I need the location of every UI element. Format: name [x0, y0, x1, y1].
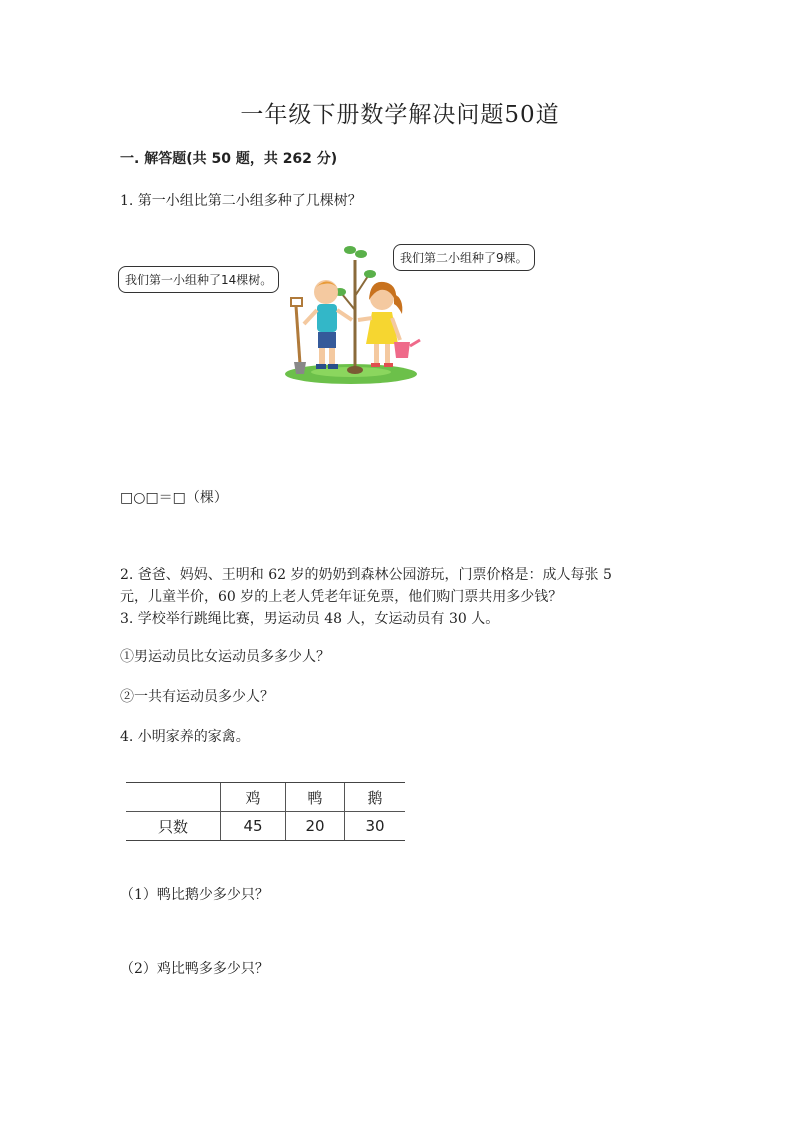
- poultry-table: [126, 782, 405, 841]
- speech-bubble-second-group: 我们第二小组种了9棵。: [393, 244, 535, 271]
- table-cell: 30: [345, 812, 406, 841]
- table-header-row: [126, 783, 405, 812]
- table-cell: 45: [221, 812, 286, 841]
- table-header-cell: 鸡: [221, 783, 286, 812]
- question-3-sub-2: ②一共有运动员多少人？: [120, 689, 274, 705]
- question-4-sub-1: （1）鸭比鹅少多少只？: [120, 887, 269, 903]
- question-1-text: 1. 第一小组比第二小组多种了几棵树？: [120, 193, 362, 209]
- question-2-line-1: 2. 爸爸、妈妈、王明和 62 岁的奶奶到森林公园游玩，门票价格是：成人每张 5: [120, 567, 612, 583]
- table-header-cell: [126, 783, 221, 812]
- tree-planting-illustration: [118, 236, 558, 396]
- question-2-line-2: 元，儿童半价，60 岁的上老人凭老年证免票，他们购门票共用多少钱？: [120, 589, 563, 605]
- question-1-answer-line: □○□＝□（棵）: [120, 490, 228, 506]
- question-3-sub-1: ①男运动员比女运动员多多少人？: [120, 649, 330, 665]
- table-row-label: 只数: [126, 812, 221, 841]
- question-3-text: 3. 学校举行跳绳比赛，男运动员 48 人，女运动员有 30 人。: [120, 611, 500, 627]
- table-cell: 20: [286, 812, 345, 841]
- question-4-sub-2: （2）鸡比鸭多多少只？: [120, 961, 269, 977]
- table-row: [126, 812, 405, 841]
- poultry-count-table: [126, 782, 405, 841]
- page-title: 一年级下册数学解决问题50道: [240, 102, 560, 128]
- table-header-cell: 鹅: [345, 783, 406, 812]
- question-4-text: 4. 小明家养的家禽。: [120, 729, 250, 745]
- section-header: 一. 解答题(共 50 题，共 262 分): [120, 151, 338, 167]
- table-header-cell: 鸭: [286, 783, 345, 812]
- speech-bubble-first-group: 我们第一小组种了14棵树。: [118, 266, 279, 293]
